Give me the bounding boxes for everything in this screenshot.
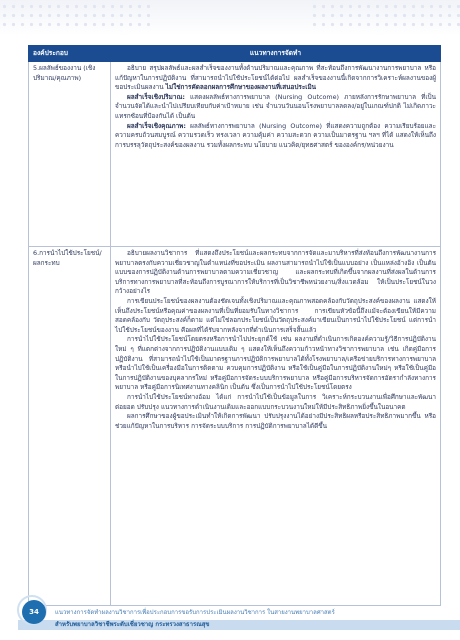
top-decoration [0, 0, 460, 36]
component-name: 6.การนำไปใช้ประโยชน์/ ผลกระทบ [33, 249, 102, 267]
dot-pattern-right [310, 2, 460, 32]
guideline-cell [111, 62, 441, 247]
header-component: องค์ประกอบ [29, 46, 111, 62]
paragraph-emphasis: ไม่ใช่การคัดลอกผลการศึกษาของผลงานที่เสนอประเมิน [165, 83, 317, 92]
paragraph-text: แสดงผลลัพธ์ทางการพยาบาล (Nursing Outcome) ภายหลังการรักษาพยาบาล ที่เป็นจำนวนจัดได้และนำไปเปรียบเทียบกับค่าเป้าหมาย เช่น จำนวนวันนอนโรงพยาบาลลดลง/อยู่ในเกณฑ์ปกติ ไม่เกิดภาวะแทรกซ้อนที่ป้องกันได้ เป็นต้น [115, 92, 436, 120]
paragraph: การนำไปใช้ประโยชน์โดยตรงหรือการนำไปประยุกต์ใช้ เช่น ผลงานที่ดำเนินการเกิดองค์ความรู้/วิธีการปฏิบัติงานใหม่ ๆ ที่แตกต่างจากการปฏิบัติงานแบบเดิม ๆ แสดงให้เห็นถึงความก้าวหน้าทางวิชาการพยาบาล เช่น เกิดคู่มือการปฏิบัติงาน ที่สามารถนำไปใช้เป็นมาตรฐานการปฏิบัติการพยาบาลได้ทั้งโรงพยาบาล/เครือข่ายบริการทางการพยาบาลหรือนำไปใช้เป็นเครื่องมือในการติดตาม ควบคุมการปฏิบัติงาน หรือใช้เป็นคู่มือในการปฏิบัติงานใหม่ๆ หรือใช้เป็นคู่มือในการปฏิบัติงานของบุคลากรใหม่ หรือคู่มือการจัดระบบบริการพยาบาล หรือคู่มือการบริหารจัดการอัตรากำลังทางการพยาบาล หรือคู่มือการนิเทศงานทางคลินิก เป็นต้น ซึ่งเป็นการนำไปใช้ประโยชน์โดยตรง [115, 335, 436, 392]
page-footer [0, 600, 460, 640]
table-header-row [29, 46, 441, 62]
dot-pattern-left [0, 2, 150, 32]
component-cell [29, 62, 111, 247]
footer-subtitle: สำหรับพยาบาลวิชาชีพระดับเชี่ยวชาญ กระทรวงสาธารณสุข [55, 621, 210, 628]
paragraph: ผลการศึกษาของผู้ขอประเมินทำให้เกิดการพัฒนา ปรับปรุงงานได้อย่างมีประสิทธิผลหรือประสิทธิภาพมากขึ้น หรือช่วยแก้ปัญหาในการบริหาร การจัดระบบบริการ การปฏิบัติการพยาบาลได้ดีขึ้น [115, 412, 436, 430]
paragraph-text: ผลลัพธ์ทางการพยาบาล (Nursing Outcome) ที่แสดงความถูกต้อง ความเรียบร้อยและความครบถ้วนสมบูรณ์ ความรวดเร็ว ทรงเวลา ความคุ้มค่า ความสะดวก ความเป็นมาตรฐาน ฯลฯ ที่ได้ แสดงให้เห็นถึงการบรรลุวัตถุประสงค์ของผลงาน รวมทั้งผลกระทบ นโยบาย แนวคิด/ยุทธศาสตร์ ขององค์กร/หน่วยงาน [115, 121, 436, 149]
guideline-table [28, 45, 441, 606]
page-number: 34 [22, 600, 46, 624]
component-cell [29, 247, 111, 606]
paragraph [115, 93, 436, 122]
paragraph: การเขียนประโยชน์ของผลงานต้องชัดเจนทั้งเชิงปริมาณและคุณภาพสอดคล้องกับวัตถุประสงค์ของผลงาน แสดงให้ เห็นถึงประโยชน์หรือคุณค่าของผลงานที่เป็นที่ยอมรับในทางวิชาการ การเขียนหัวข้อนี้ถึงแม้จะต้องเขียนให้มีความสอดคล้องกับ วัตถุประสงค์ก็ตาม แต่ไม่ใช่ลอกประโยชน์เป็นวัตถุประสงค์มาเขียนเป็นการนำไปใช้ประโยชน์ แต่การนำไปใช้ประโยชน์ของงาน คือผลที่ได้รับจากหลังจากที่ดำเนินการเสร็จสิ้นแล้ว [115, 296, 436, 334]
paragraph-heading: ผลสำเร็จเชิงปริมาณ: [127, 92, 185, 101]
paragraph: อธิบายผลงานวิชาการ ที่แสดงถึงประโยชน์และผลกระทบจากการจัดและมาบริหารที่ส่งท้อนถึงการพัฒนางานการพยาบาลตรงกับความเชี่ยวชาญในตำแหน่งที่ขอประเมิน ผลงานสามารถนำไปใช้เป็นแบบอย่าง เป็นแหล่งอ้างอิง เป็นต้นแบบของการปฏิบัติงานด้านการพยาบาลตามความเชี่ยวชาญ และผลกระทบที่เกิดขึ้นจากผลงานที่ส่งผลในด้านการบริการทางการพยาบาลที่สะท้อนถึงการบูรณาการให้บริการที่เป็นวิชาชีพหน่วยงาน/สิ่งแวดล้อม ให้เป็นประโยชน์ในวงกว้างอย่างไร [115, 249, 436, 296]
guideline-cell [111, 247, 441, 606]
paragraph-heading: ผลสำเร็จเชิงคุณภาพ: [127, 121, 186, 130]
paragraph: การนำไปใช้ประโยชน์ทางอ้อม ได้แก่ การนำไปใช้เป็นข้อมูลในการ วิเคราะห์กระบวนงานเพื่อศึกษาและพัฒนาต่อยอด ปรับปรุง แนวทางการดำเนินงานเดิมและออกแบบกระบวนงานใหม่ให้มีประสิทธิภาพยิ่งขึ้นในอนาคต [115, 392, 436, 411]
paragraph-text: อธิบาย สรุปผลลัพธ์และผลสำเร็จของงานทั้งด้านปริมาณและคุณภาพ ที่สะท้อนถึงการพัฒนางานการพยาบาล หรือแก้ปัญหาในการปฏิบัติงาน ที่สามารถนำไปใช้ประโยชน์ได้ต่อไป ผลสำเร็จของงานนี้เกิดจากการวิเคราะห์ผลงานของผู้ขอประเมินผลงาน [115, 64, 436, 92]
paragraph [115, 64, 436, 93]
footer-title: แนวทางการจัดทำผลงานวิชาการเพื่อประกอบการขอรับการประเมินผลงานวิชาการ ในสายงานพยาบาลศาสตร์ [55, 609, 335, 616]
component-name: 5.ผลลัพธ์ของงาน (เชิงปริมาณ/คุณภาพ) [33, 64, 96, 82]
table-row [29, 62, 441, 247]
table-row [29, 247, 441, 606]
paragraph [115, 122, 436, 151]
header-guideline: แนวทางการจัดทำ [111, 46, 441, 62]
